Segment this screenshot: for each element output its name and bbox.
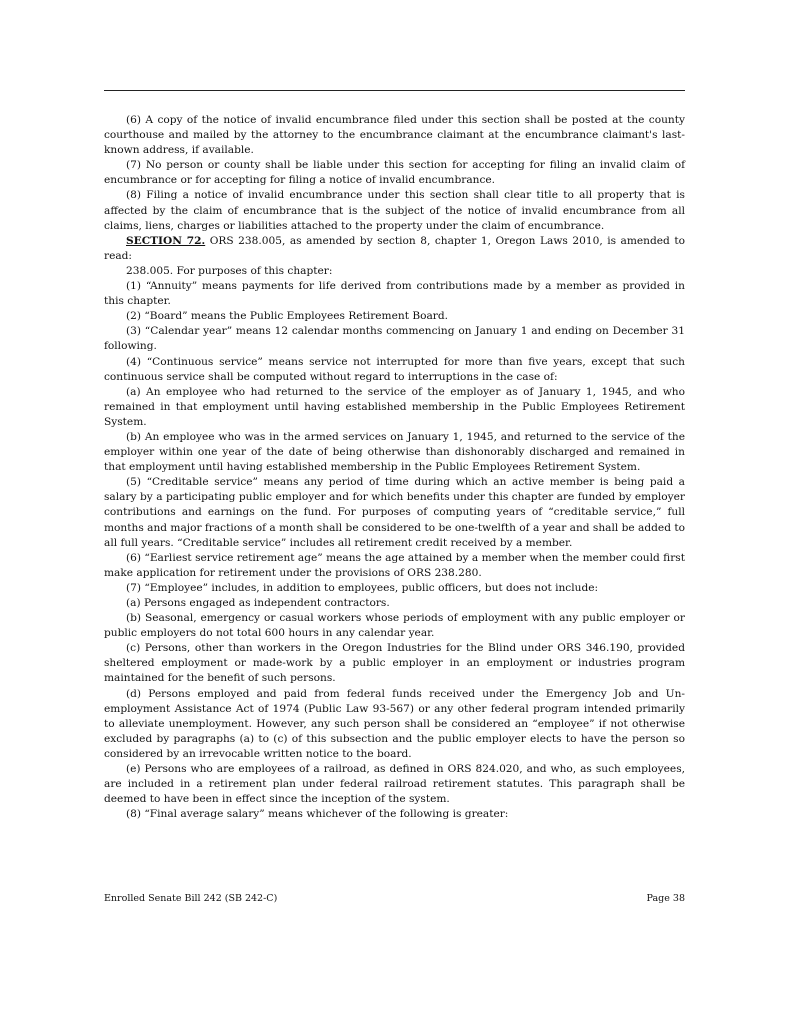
definition-employee-d: (d) Persons employed and paid from federal funds received under the Emergency Job and Unemployment Assistance Act of 1974 (Public Law 93-567) or any other federal program intended primarily to alleviate unemployment. However, any such person shall be considered an “employee” if not otherwise excluded by paragraphs (a) to (c) of this subsection and the public employer elects to have the person so considered by an irrevocable written notice to the board. (104, 687, 685, 760)
definition-earliest-retirement-age: (6) “Earliest service retirement age” means the age attained by a member when the member could first make application for retirement under the provisions of ORS 238.280. (104, 551, 685, 579)
document-body (104, 113, 685, 822)
section-heading: SECTION 72. (126, 234, 206, 247)
document-page (104, 90, 685, 822)
header-rule (104, 90, 685, 91)
definition-employee-a: (a) Persons engaged as independent contractors. (126, 597, 390, 609)
footer-page-number: Page 38 (646, 893, 685, 904)
definition-board: (2) “Board” means the Public Employees Retirement Board. (126, 310, 449, 323)
paragraph-no-liability: (7) No person or county shall be liable under this section for accepting for filing an invalid claim of encumbrance or for accepting for filing a notice of invalid encumbrance. (104, 159, 685, 187)
section-72-paragraph (104, 234, 685, 264)
definition-continuous-service-a: (a) An employee who had returned to the service of the employer as of January 1, 1945, and who remained in that employment until having established membership in the Public Employees Retirement System. (104, 385, 685, 428)
definition-continuous-service: (4) “Continuous service” means service not interrupted for more than five years, except that such continuous service shall be computed without regard to interruptions in the case of: (104, 355, 685, 383)
section-intro: ORS 238.005, as amended by section 8, chapter 1, Oregon Laws 2010, is amended to read: (104, 234, 685, 262)
paragraph-notice-copy: (6) A copy of the notice of invalid encumbrance filed under this section shall be posted at the county courthouse and mailed by the attorney to the encumbrance claimant at the encumbrance claimant's last-known address, if available. (104, 114, 685, 157)
definition-creditable-service: (5) “Creditable service” means any period of time during which an active member is being paid a salary by a participating public employer and for which benefits under this chapter are funded by employer contributions and earnings on the fund. For purposes of computing years of “creditable service,” full months and major fractions of a month shall be considered to be one-twelfth of a year and shall be added to all full years. “Creditable service” includes all retirement credit received by a member. (104, 476, 685, 549)
definition-employee: (7) “Employee” includes, in addition to employees, public officers, but does not include: (126, 581, 599, 594)
definition-employee-b: (b) Seasonal, emergency or casual workers whose periods of employment with any public employer or public employers do not total 600 hours in any calendar year. (104, 612, 685, 640)
paragraph-clear-title: (8) Filing a notice of invalid encumbrance under this section shall clear title to all property that is affected by the claim of encumbrance that is the subject of the notice of invalid encumbrance from all claims, liens, charges or liabilities attached to the property under the claim of encumbrance. (104, 189, 685, 232)
definition-employee-c: (c) Persons, other than workers in the Oregon Industries for the Blind under ORS 346.190, provided sheltered employment or made-work by a public employer in an employment or industries program maintained for the benefit of such persons. (104, 642, 685, 685)
definition-calendar-year: (3) “Calendar year” means 12 calendar months commencing on January 1 and ending on December 31 following. (104, 325, 685, 353)
definition-final-average-salary: (8) “Final average salary” means whichever of the following is greater: (126, 808, 509, 821)
definition-employee-e: (e) Persons who are employees of a railroad, as defined in ORS 824.020, and who, as such employees, are included in a retirement plan under federal railroad retirement statutes. This paragraph shall be deemed to have been in effect since the inception of the system. (104, 763, 685, 806)
page-footer (104, 893, 685, 904)
definition-annuity: (1) “Annuity” means payments for life derived from contributions made by a member as provided in this chapter. (104, 280, 685, 308)
definition-intro: 238.005. For purposes of this chapter: (126, 264, 333, 277)
definition-continuous-service-b: (b) An employee who was in the armed services on January 1, 1945, and returned to the service of the employer within one year of the date of being otherwise than dishonorably discharged and remained in that employment until having established membership in the Public Employees Retirement System. (104, 430, 685, 474)
footer-bill-label: Enrolled Senate Bill 242 (SB 242-C) (104, 893, 278, 904)
